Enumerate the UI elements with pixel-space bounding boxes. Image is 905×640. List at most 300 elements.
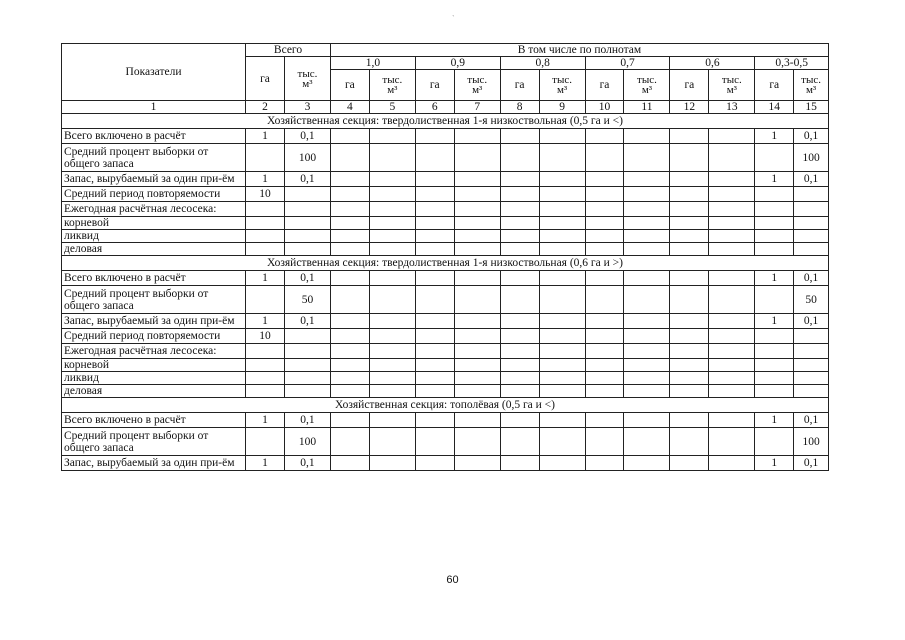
table-row (62, 230, 829, 243)
density-last-ha-cell (755, 385, 794, 398)
density-cell (369, 359, 415, 372)
density-cell (415, 456, 454, 471)
density-cell (369, 428, 415, 456)
total-volume-cell: 100 (284, 428, 330, 456)
density-cell (500, 271, 539, 286)
column-number: 1 (62, 101, 246, 114)
row-label: Средний процент выборки от общего запаса (62, 286, 246, 314)
density-cell (539, 286, 585, 314)
volume-header (539, 70, 585, 101)
density-cell (415, 271, 454, 286)
density-cell (330, 144, 369, 172)
column-number-row (62, 101, 829, 114)
density-cell (415, 344, 454, 359)
density-last-ha-cell (755, 217, 794, 230)
density-cell (624, 329, 670, 344)
density-last-volume-cell (794, 187, 829, 202)
density-cell (585, 187, 624, 202)
density-cell (539, 187, 585, 202)
total-ha-cell (246, 230, 285, 243)
density-cell (624, 243, 670, 256)
density-last-volume-cell (794, 217, 829, 230)
density-cell (500, 344, 539, 359)
density-last-ha-cell (755, 230, 794, 243)
density-last-ha-cell: 1 (755, 314, 794, 329)
total-volume-cell (284, 243, 330, 256)
column-number: 12 (670, 101, 709, 114)
density-cell (624, 187, 670, 202)
density-last-volume-cell: 100 (794, 144, 829, 172)
header-row-1 (62, 44, 829, 57)
density-header: 0,7 (585, 57, 670, 70)
density-cell (369, 144, 415, 172)
ha-header: га (500, 70, 539, 101)
density-cell (539, 144, 585, 172)
unit-thous: тыс. (637, 74, 657, 86)
ha-header: га (755, 70, 794, 101)
density-cell (454, 286, 500, 314)
density-cell (415, 172, 454, 187)
density-cell (369, 172, 415, 187)
table-row (62, 413, 829, 428)
density-cell (415, 202, 454, 217)
column-number: 7 (454, 101, 500, 114)
density-cell (454, 230, 500, 243)
total-volume-cell: 0,1 (284, 456, 330, 471)
total-ha-cell (246, 217, 285, 230)
density-cell (539, 385, 585, 398)
density-cell (624, 230, 670, 243)
density-last-volume-cell (794, 329, 829, 344)
density-cell (369, 314, 415, 329)
row-label: Средний процент выборки от общего запаса (62, 144, 246, 172)
density-cell (709, 385, 755, 398)
density-cell (330, 456, 369, 471)
column-number: 5 (369, 101, 415, 114)
table-row (62, 243, 829, 256)
table-body (62, 44, 829, 471)
density-cell (500, 187, 539, 202)
volume-header (794, 70, 829, 101)
density-header: 0,3-0,5 (755, 57, 829, 70)
column-number: 2 (246, 101, 285, 114)
column-number: 8 (500, 101, 539, 114)
ha-header: га (415, 70, 454, 101)
density-cell (500, 385, 539, 398)
density-cell (670, 243, 709, 256)
row-label: Ежегодная расчётная лесосека: (62, 202, 246, 217)
total-ha-header: га (246, 57, 285, 101)
table-row (62, 144, 829, 172)
row-label: Запас, вырубаемый за один при-ём (62, 456, 246, 471)
density-cell (539, 329, 585, 344)
density-cell (539, 314, 585, 329)
row-label: деловая (62, 385, 246, 398)
density-cell (624, 217, 670, 230)
table-row (62, 172, 829, 187)
density-last-ha-cell (755, 372, 794, 385)
density-last-volume-cell (794, 344, 829, 359)
unit-m3: м³ (641, 84, 653, 96)
unit-m3: м³ (387, 84, 398, 96)
density-cell (454, 359, 500, 372)
density-cell (454, 129, 500, 144)
row-label: Средний период повторяемости (62, 329, 246, 344)
density-cell (670, 314, 709, 329)
unit-m3: м³ (726, 84, 737, 96)
total-header: Всего (246, 44, 331, 57)
density-cell (585, 428, 624, 456)
density-cell (500, 230, 539, 243)
density-cell (539, 359, 585, 372)
column-number: 14 (755, 101, 794, 114)
density-cell (330, 359, 369, 372)
row-label: корневой (62, 217, 246, 230)
density-cell (500, 202, 539, 217)
total-ha-cell (246, 144, 285, 172)
density-cell (415, 372, 454, 385)
density-cell (369, 385, 415, 398)
density-last-volume-cell (794, 359, 829, 372)
density-cell (709, 271, 755, 286)
column-number: 9 (539, 101, 585, 114)
total-volume-cell: 0,1 (284, 271, 330, 286)
volume-header (454, 70, 500, 101)
total-volume-cell: 0,1 (284, 314, 330, 329)
density-cell (539, 271, 585, 286)
total-ha-cell: 1 (246, 172, 285, 187)
density-cell (670, 230, 709, 243)
table-row (62, 271, 829, 286)
total-ha-cell (246, 385, 285, 398)
row-label: Всего включено в расчёт (62, 129, 246, 144)
total-ha-cell: 1 (246, 456, 285, 471)
density-cell (454, 271, 500, 286)
total-ha-cell: 10 (246, 329, 285, 344)
table-row (62, 344, 829, 359)
density-cell (539, 172, 585, 187)
density-last-volume-cell (794, 372, 829, 385)
density-cell (330, 129, 369, 144)
density-last-ha-cell (755, 329, 794, 344)
density-cell (670, 217, 709, 230)
total-ha-cell (246, 243, 285, 256)
density-cell (624, 144, 670, 172)
density-cell (369, 344, 415, 359)
row-label: корневой (62, 359, 246, 372)
density-last-volume-cell: 50 (794, 286, 829, 314)
total-volume-cell: 50 (284, 286, 330, 314)
density-cell (709, 344, 755, 359)
total-volume-cell (284, 385, 330, 398)
density-last-volume-cell: 0,1 (794, 413, 829, 428)
density-cell (670, 456, 709, 471)
density-cell (624, 413, 670, 428)
density-cell (500, 428, 539, 456)
table-row (62, 329, 829, 344)
density-cell (585, 217, 624, 230)
density-last-volume-cell: 0,1 (794, 314, 829, 329)
density-last-volume-cell: 0,1 (794, 271, 829, 286)
row-label: Всего включено в расчёт (62, 271, 246, 286)
density-cell (330, 172, 369, 187)
total-volume-cell: 0,1 (284, 413, 330, 428)
density-cell (624, 314, 670, 329)
density-last-ha-cell (755, 286, 794, 314)
density-cell (415, 187, 454, 202)
volume-header (369, 70, 415, 101)
density-cell (415, 359, 454, 372)
density-cell (454, 144, 500, 172)
density-cell (624, 359, 670, 372)
row-label: Всего включено в расчёт (62, 413, 246, 428)
density-cell (369, 271, 415, 286)
density-last-ha-cell (755, 344, 794, 359)
total-ha-cell: 1 (246, 413, 285, 428)
density-cell (670, 359, 709, 372)
density-cell (330, 243, 369, 256)
unit-thous: тыс. (721, 74, 742, 86)
density-cell (585, 202, 624, 217)
density-cell (539, 217, 585, 230)
density-cell (585, 359, 624, 372)
density-header: 0,8 (500, 57, 585, 70)
density-cell (330, 187, 369, 202)
density-cell (330, 202, 369, 217)
section-title: Хозяйственная секция: тополёвая (0,5 га и <) (62, 398, 829, 413)
table-row (62, 187, 829, 202)
density-header: 0,6 (670, 57, 755, 70)
density-last-ha-cell: 1 (755, 456, 794, 471)
density-cell (415, 217, 454, 230)
density-cell (670, 202, 709, 217)
density-cell (709, 286, 755, 314)
density-cell (500, 144, 539, 172)
density-cell (585, 413, 624, 428)
section-title: Хозяйственная секция: твердолиственная 1-я низкоствольная (0,6 га и >) (62, 256, 829, 271)
density-last-ha-cell (755, 187, 794, 202)
row-label: ликвид (62, 230, 246, 243)
density-cell (500, 329, 539, 344)
row-label: Средний процент выборки от общего запаса (62, 428, 246, 456)
table-container (61, 43, 829, 471)
density-cell (415, 129, 454, 144)
density-cell (585, 230, 624, 243)
density-last-volume-cell: 100 (794, 428, 829, 456)
volume-header (709, 70, 755, 101)
density-cell (539, 456, 585, 471)
total-ha-cell (246, 202, 285, 217)
row-label: Ежегодная расчётная лесосека: (62, 344, 246, 359)
density-cell (624, 129, 670, 144)
density-cell (585, 271, 624, 286)
density-last-volume-cell: 0,1 (794, 456, 829, 471)
total-ha-cell (246, 372, 285, 385)
density-last-ha-cell (755, 243, 794, 256)
total-volume-cell (284, 202, 330, 217)
density-cell (585, 344, 624, 359)
density-cell (330, 314, 369, 329)
density-cell (709, 329, 755, 344)
density-cell (454, 172, 500, 187)
density-cell (415, 385, 454, 398)
density-cell (454, 329, 500, 344)
density-cell (539, 230, 585, 243)
table-row (62, 385, 829, 398)
total-volume-cell: 100 (284, 144, 330, 172)
table-row (62, 359, 829, 372)
row-label: ликвид (62, 372, 246, 385)
density-cell (709, 129, 755, 144)
density-last-volume-cell (794, 202, 829, 217)
density-cell (709, 172, 755, 187)
density-cell (585, 172, 624, 187)
total-ha-cell (246, 344, 285, 359)
column-number: 10 (585, 101, 624, 114)
density-cell (369, 413, 415, 428)
density-cell (624, 344, 670, 359)
density-cell (585, 243, 624, 256)
density-cell (624, 172, 670, 187)
table-row (62, 129, 829, 144)
density-cell (539, 428, 585, 456)
density-cell (369, 217, 415, 230)
density-cell (670, 385, 709, 398)
table-row (62, 314, 829, 329)
density-cell (709, 217, 755, 230)
density-cell (670, 187, 709, 202)
density-cell (585, 372, 624, 385)
density-last-volume-cell (794, 385, 829, 398)
density-cell (585, 385, 624, 398)
density-cell (624, 271, 670, 286)
density-cell (709, 230, 755, 243)
density-last-volume-cell (794, 230, 829, 243)
total-volume-cell (284, 217, 330, 230)
density-last-ha-cell (755, 359, 794, 372)
density-cell (330, 217, 369, 230)
density-cell (539, 372, 585, 385)
scan-mark: ` (452, 14, 455, 23)
density-cell (369, 243, 415, 256)
density-last-ha-cell: 1 (755, 271, 794, 286)
density-cell (500, 372, 539, 385)
density-cell (624, 456, 670, 471)
total-volume-cell (284, 187, 330, 202)
total-volume-cell (284, 372, 330, 385)
total-volume-cell (284, 344, 330, 359)
density-last-volume-cell (794, 243, 829, 256)
density-cell (670, 344, 709, 359)
density-cell (415, 329, 454, 344)
density-cell (415, 144, 454, 172)
table-row (62, 286, 829, 314)
density-cell (454, 456, 500, 471)
density-cell (709, 314, 755, 329)
density-cell (585, 329, 624, 344)
table-row (62, 428, 829, 456)
density-cell (454, 344, 500, 359)
ha-header: га (330, 70, 369, 101)
total-volume-cell (284, 329, 330, 344)
density-last-ha-cell (755, 144, 794, 172)
density-cell (454, 413, 500, 428)
density-cell (415, 243, 454, 256)
density-cell (585, 314, 624, 329)
density-cell (539, 243, 585, 256)
density-cell (709, 187, 755, 202)
density-cell (500, 314, 539, 329)
density-cell (709, 413, 755, 428)
density-cell (330, 286, 369, 314)
density-cell (369, 329, 415, 344)
total-volume-cell (284, 359, 330, 372)
column-number: 15 (794, 101, 829, 114)
row-label: Средний период повторяемости (62, 187, 246, 202)
density-cell (330, 385, 369, 398)
total-volume-cell (284, 230, 330, 243)
density-cell (539, 413, 585, 428)
density-last-ha-cell (755, 202, 794, 217)
total-volume-cell: 0,1 (284, 172, 330, 187)
density-cell (330, 230, 369, 243)
density-cell (415, 286, 454, 314)
density-cell (585, 129, 624, 144)
density-cell (454, 217, 500, 230)
density-cell (500, 172, 539, 187)
column-number: 4 (330, 101, 369, 114)
density-cell (330, 413, 369, 428)
density-cell (330, 372, 369, 385)
density-cell (454, 385, 500, 398)
density-cell (624, 385, 670, 398)
density-cell (415, 413, 454, 428)
unit-m3: м³ (556, 84, 568, 96)
unit-thous: тыс. (382, 74, 403, 86)
total-vol-header: тыс. м³ (284, 57, 330, 101)
density-cell (670, 413, 709, 428)
density-cell (454, 314, 500, 329)
allowable-cut-table (61, 43, 829, 471)
density-cell (500, 217, 539, 230)
total-ha-cell: 1 (246, 129, 285, 144)
density-cell (500, 456, 539, 471)
column-number: 13 (709, 101, 755, 114)
density-cell (369, 187, 415, 202)
total-ha-cell: 1 (246, 314, 285, 329)
row-label: деловая (62, 243, 246, 256)
density-last-volume-cell: 0,1 (794, 129, 829, 144)
density-cell (709, 243, 755, 256)
density-cell (500, 286, 539, 314)
density-cell (670, 372, 709, 385)
density-last-ha-cell (755, 428, 794, 456)
density-cell (709, 372, 755, 385)
table-row (62, 372, 829, 385)
table-row (62, 217, 829, 230)
row-label: Запас, вырубаемый за один при-ём (62, 172, 246, 187)
column-number: 11 (624, 101, 670, 114)
page-number: 60 (446, 574, 459, 586)
total-ha-cell (246, 428, 285, 456)
volume-header (624, 70, 670, 101)
density-last-ha-cell: 1 (755, 129, 794, 144)
density-cell (670, 144, 709, 172)
table-row (62, 456, 829, 471)
density-cell (369, 456, 415, 471)
unit-thous: тыс. (801, 74, 822, 86)
density-cell (330, 329, 369, 344)
